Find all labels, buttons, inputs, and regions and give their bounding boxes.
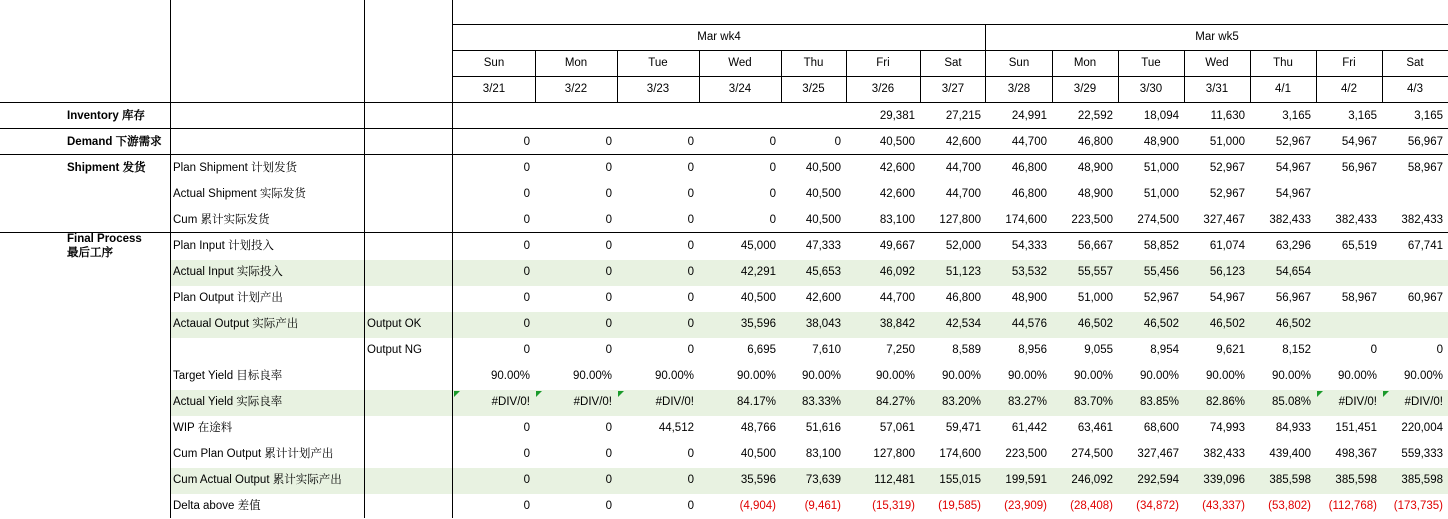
value-cell[interactable]: 127,800 (873, 448, 915, 460)
value-cell[interactable]: 29,381 (879, 110, 915, 122)
value-cell[interactable]: #DIV/0! (573, 396, 612, 408)
value-cell[interactable]: 382,433 (1401, 214, 1443, 226)
date-header: 4/2 (1341, 83, 1357, 95)
value-cell[interactable]: 54,654 (1275, 266, 1311, 278)
value-cell[interactable]: 46,800 (1011, 188, 1047, 200)
value-cell[interactable]: 0 (834, 136, 841, 148)
day-header: Fri (876, 57, 890, 69)
value-cell[interactable]: 58,967 (1407, 162, 1443, 174)
day-header: Thu (803, 57, 824, 69)
value-cell[interactable]: 46,800 (945, 292, 981, 304)
row-label: Plan Output 计划产出 (173, 292, 283, 304)
value-cell[interactable]: 48,900 (1143, 136, 1179, 148)
value-cell[interactable]: 83.20% (941, 396, 981, 408)
value-cell[interactable]: 42,600 (945, 136, 981, 148)
value-cell[interactable]: 45,000 (740, 240, 776, 252)
value-cell[interactable]: 0 (523, 240, 530, 252)
day-header: Sun (483, 57, 505, 69)
value-cell[interactable]: 63,461 (1077, 422, 1113, 434)
value-cell[interactable]: 90.00% (801, 370, 841, 382)
value-cell[interactable]: 82.86% (1205, 396, 1245, 408)
row-label: Plan Input 计划投入 (173, 240, 274, 252)
value-cell[interactable]: 439,400 (1269, 448, 1311, 460)
value-cell[interactable]: #DIV/0! (1338, 396, 1377, 408)
day-header: Tue (648, 57, 668, 69)
value-cell[interactable]: 0 (523, 162, 530, 174)
error-indicator-icon (454, 391, 460, 397)
value-cell[interactable]: 54,967 (1275, 162, 1311, 174)
value-cell[interactable]: 67,741 (1407, 240, 1443, 252)
value-cell[interactable]: 0 (523, 214, 530, 226)
date-header: 3/27 (941, 83, 965, 95)
value-cell[interactable]: (53,802) (1268, 500, 1311, 512)
value-cell[interactable]: 35,596 (740, 318, 776, 330)
value-cell[interactable]: 49,667 (879, 240, 915, 252)
row-label: Cum Actual Output 累计实际产出 (173, 474, 342, 486)
value-cell[interactable]: 0 (687, 188, 694, 200)
value-cell[interactable]: 83.70% (1073, 396, 1113, 408)
value-cell[interactable]: 127,800 (939, 214, 981, 226)
week-header: Mar wk4 (697, 31, 741, 43)
value-cell[interactable]: 46,502 (1077, 318, 1113, 330)
value-cell[interactable]: 327,467 (1203, 214, 1245, 226)
value-cell[interactable]: 85.08% (1271, 396, 1311, 408)
value-cell[interactable]: 54,967 (1341, 136, 1377, 148)
value-cell[interactable]: (28,408) (1070, 500, 1113, 512)
date-header: 3/21 (482, 83, 506, 95)
value-cell[interactable]: 56,967 (1341, 162, 1377, 174)
value-cell[interactable]: (19,585) (938, 500, 981, 512)
value-cell[interactable]: 73,639 (805, 474, 841, 486)
value-cell[interactable]: 42,600 (879, 162, 915, 174)
day-header: Fri (1342, 57, 1356, 69)
value-cell[interactable]: 52,967 (1209, 188, 1245, 200)
value-cell[interactable]: 51,000 (1209, 136, 1245, 148)
value-cell[interactable]: 51,000 (1143, 188, 1179, 200)
value-cell[interactable]: 46,800 (1077, 136, 1113, 148)
value-cell[interactable]: 46,502 (1275, 318, 1311, 330)
value-cell[interactable]: 90.00% (941, 370, 981, 382)
value-cell[interactable]: 48,900 (1077, 188, 1113, 200)
value-cell[interactable]: 8,954 (1150, 344, 1179, 356)
value-cell[interactable]: 90.00% (1337, 370, 1377, 382)
value-cell[interactable]: 8,956 (1018, 344, 1047, 356)
value-cell[interactable]: 9,621 (1216, 344, 1245, 356)
value-cell[interactable]: 44,512 (658, 422, 694, 434)
value-cell[interactable]: #DIV/0! (1404, 396, 1443, 408)
value-cell[interactable]: 54,333 (1011, 240, 1047, 252)
value-cell[interactable]: 58,967 (1341, 292, 1377, 304)
date-header: 3/26 (871, 83, 895, 95)
value-cell[interactable]: 56,123 (1209, 266, 1245, 278)
value-cell[interactable]: 51,123 (945, 266, 981, 278)
value-cell[interactable]: (15,319) (872, 500, 915, 512)
value-cell[interactable]: 223,500 (1071, 214, 1113, 226)
value-cell[interactable]: 90.00% (1205, 370, 1245, 382)
value-cell[interactable]: 83,100 (879, 214, 915, 226)
value-cell[interactable]: 63,296 (1275, 240, 1311, 252)
value-cell[interactable]: 0 (687, 136, 694, 148)
value-cell[interactable]: 0 (523, 474, 530, 486)
value-cell[interactable]: 382,433 (1203, 448, 1245, 460)
value-cell[interactable]: 0 (687, 344, 694, 356)
date-header: 4/3 (1407, 83, 1423, 95)
value-cell[interactable]: 52,967 (1275, 136, 1311, 148)
value-cell[interactable]: 0 (1370, 344, 1377, 356)
value-cell[interactable]: 40,500 (805, 188, 841, 200)
value-cell[interactable]: 0 (605, 422, 612, 434)
value-cell[interactable]: 0 (523, 266, 530, 278)
value-cell[interactable]: 0 (605, 136, 612, 148)
row-label: Actual Yield 实际良率 (173, 396, 283, 408)
value-cell[interactable]: 327,467 (1137, 448, 1179, 460)
value-cell[interactable]: 382,433 (1335, 214, 1377, 226)
value-cell[interactable]: 40,500 (740, 448, 776, 460)
value-cell[interactable]: 44,700 (945, 162, 981, 174)
value-cell[interactable]: 6,695 (747, 344, 776, 356)
row-label: Actual Shipment 实际发货 (173, 188, 306, 200)
date-header: 3/31 (1205, 83, 1229, 95)
value-cell[interactable]: 51,000 (1143, 162, 1179, 174)
section-label: 最后工序 (67, 247, 113, 259)
value-cell[interactable]: 0 (605, 318, 612, 330)
value-cell[interactable]: 0 (605, 474, 612, 486)
value-cell[interactable]: 9,055 (1084, 344, 1113, 356)
value-cell[interactable]: 0 (605, 240, 612, 252)
row-label: Delta above 差值 (173, 500, 261, 512)
value-cell[interactable]: 42,600 (879, 188, 915, 200)
value-cell[interactable]: 385,598 (1401, 474, 1443, 486)
value-cell[interactable]: 90.00% (572, 370, 612, 382)
value-cell[interactable]: (112,768) (1328, 500, 1377, 512)
date-header: 3/28 (1007, 83, 1031, 95)
value-cell[interactable]: 246,092 (1071, 474, 1113, 486)
value-cell[interactable]: 22,592 (1077, 110, 1113, 122)
value-cell[interactable]: 0 (605, 500, 612, 512)
row-label: Cum 累计实际发货 (173, 214, 270, 226)
section-label: Demand 下游需求 (67, 136, 162, 148)
value-cell[interactable]: 0 (687, 448, 694, 460)
date-header: 3/30 (1139, 83, 1163, 95)
error-indicator-icon (1317, 391, 1323, 397)
value-cell[interactable]: 24,991 (1011, 110, 1047, 122)
row-label: Plan Shipment 计划发货 (173, 162, 297, 174)
value-cell[interactable]: 0 (687, 500, 694, 512)
value-cell[interactable]: 52,967 (1143, 292, 1179, 304)
value-cell[interactable]: 385,598 (1335, 474, 1377, 486)
week-header: Mar wk5 (1195, 31, 1239, 43)
value-cell[interactable]: 44,576 (1011, 318, 1047, 330)
row-label: Actaual Output 实际产出 (173, 318, 299, 330)
value-cell[interactable]: 0 (687, 162, 694, 174)
error-indicator-icon (536, 391, 542, 397)
value-cell[interactable]: 61,442 (1011, 422, 1047, 434)
value-cell[interactable]: 53,532 (1011, 266, 1047, 278)
value-cell[interactable]: 84.27% (875, 396, 915, 408)
value-cell[interactable]: 0 (523, 292, 530, 304)
value-cell[interactable]: 61,074 (1209, 240, 1245, 252)
value-cell[interactable]: 90.00% (1073, 370, 1113, 382)
value-cell[interactable]: 68,600 (1143, 422, 1179, 434)
value-cell[interactable]: 51,000 (1077, 292, 1113, 304)
value-cell[interactable]: 47,333 (805, 240, 841, 252)
value-cell[interactable]: 42,600 (805, 292, 841, 304)
value-cell[interactable]: 90.00% (875, 370, 915, 382)
value-cell[interactable]: 0 (605, 266, 612, 278)
value-cell[interactable]: 46,502 (1143, 318, 1179, 330)
value-cell[interactable]: 0 (687, 318, 694, 330)
value-cell[interactable]: 0 (769, 136, 776, 148)
value-cell[interactable]: 83.27% (1007, 396, 1047, 408)
value-cell[interactable]: 48,766 (740, 422, 776, 434)
value-cell[interactable]: 0 (523, 344, 530, 356)
value-cell[interactable]: 8,589 (952, 344, 981, 356)
value-cell[interactable]: 90.00% (1007, 370, 1047, 382)
value-cell[interactable]: (9,461) (804, 500, 841, 512)
value-cell[interactable]: 57,061 (879, 422, 915, 434)
day-header: Thu (1273, 57, 1293, 69)
value-cell[interactable]: 0 (605, 344, 612, 356)
value-cell[interactable]: 44,700 (879, 292, 915, 304)
value-cell[interactable]: 60,967 (1407, 292, 1443, 304)
value-cell[interactable]: 42,534 (945, 318, 981, 330)
value-cell[interactable]: 0 (687, 240, 694, 252)
value-cell[interactable]: 0 (687, 214, 694, 226)
value-cell[interactable]: #DIV/0! (655, 396, 694, 408)
value-cell[interactable]: 0 (605, 214, 612, 226)
value-cell[interactable]: 339,096 (1203, 474, 1245, 486)
value-cell[interactable]: 0 (523, 188, 530, 200)
value-cell[interactable]: 0 (687, 292, 694, 304)
day-header: Mon (1073, 57, 1097, 69)
value-cell[interactable]: 3,165 (1282, 110, 1311, 122)
value-cell[interactable]: 54,967 (1275, 188, 1311, 200)
value-cell[interactable]: 48,900 (1011, 292, 1047, 304)
value-cell[interactable]: 0 (523, 500, 530, 512)
day-header: Mon (564, 57, 588, 69)
value-cell[interactable]: 83,100 (805, 448, 841, 460)
value-cell[interactable]: 11,630 (1210, 110, 1245, 122)
day-header: Wed (728, 57, 752, 69)
value-cell[interactable]: (4,904) (739, 500, 776, 512)
value-cell[interactable]: 58,852 (1143, 240, 1179, 252)
value-cell[interactable]: 559,333 (1401, 448, 1443, 460)
value-cell[interactable]: 90.00% (736, 370, 776, 382)
value-cell[interactable]: 0 (523, 136, 530, 148)
error-indicator-icon (1383, 391, 1389, 397)
value-cell[interactable]: 223,500 (1005, 448, 1047, 460)
row-label: Cum Plan Output 累计计划产出 (173, 448, 334, 460)
value-cell[interactable]: 0 (769, 188, 776, 200)
value-cell[interactable]: 40,500 (879, 136, 915, 148)
section-label: Shipment 发货 (67, 162, 146, 174)
value-cell[interactable]: 84.17% (736, 396, 776, 408)
value-cell[interactable]: 54,967 (1209, 292, 1245, 304)
sub-label: Output NG (367, 344, 422, 356)
value-cell[interactable]: 382,433 (1269, 214, 1311, 226)
value-cell[interactable]: 83.85% (1139, 396, 1179, 408)
value-cell[interactable]: 40,500 (740, 292, 776, 304)
value-cell[interactable]: 0 (769, 162, 776, 174)
sub-label: Output OK (367, 318, 422, 330)
value-cell[interactable]: 0 (687, 266, 694, 278)
value-cell[interactable]: 27,215 (945, 110, 981, 122)
value-cell[interactable]: 199,591 (1005, 474, 1047, 486)
day-header: Sat (944, 57, 962, 69)
row-label: Actual Input 实际投入 (173, 266, 283, 278)
day-header: Wed (1205, 57, 1229, 69)
value-cell[interactable]: 48,900 (1077, 162, 1113, 174)
row-label: Target Yield 目标良率 (173, 370, 283, 382)
value-cell[interactable]: 7,610 (812, 344, 841, 356)
date-header: 3/25 (802, 83, 825, 95)
value-cell[interactable]: 84,933 (1275, 422, 1311, 434)
value-cell[interactable]: 292,594 (1137, 474, 1179, 486)
value-cell[interactable]: 90.00% (1139, 370, 1179, 382)
value-cell[interactable]: 59,471 (945, 422, 981, 434)
value-cell[interactable]: (43,337) (1202, 500, 1245, 512)
value-cell[interactable]: 274,500 (1137, 214, 1179, 226)
value-cell[interactable]: 44,700 (1011, 136, 1047, 148)
value-cell[interactable]: 0 (605, 162, 612, 174)
value-cell[interactable]: 90.00% (490, 370, 530, 382)
value-cell[interactable]: 83.33% (801, 396, 841, 408)
value-cell[interactable]: 0 (523, 422, 530, 434)
value-cell[interactable]: #DIV/0! (491, 396, 530, 408)
value-cell[interactable]: 3,165 (1414, 110, 1443, 122)
value-cell[interactable]: 55,557 (1077, 266, 1113, 278)
value-cell[interactable]: (173,735) (1393, 500, 1443, 512)
value-cell[interactable]: 40,500 (805, 214, 841, 226)
value-cell[interactable]: 112,481 (874, 474, 915, 486)
value-cell[interactable]: 0 (605, 188, 612, 200)
value-cell[interactable]: 151,451 (1335, 422, 1377, 434)
value-cell[interactable]: 44,700 (945, 188, 981, 200)
value-cell[interactable]: 56,967 (1275, 292, 1311, 304)
date-header: 3/23 (646, 83, 670, 95)
value-cell[interactable]: 52,000 (945, 240, 981, 252)
value-cell[interactable]: 65,519 (1341, 240, 1377, 252)
error-indicator-icon (618, 391, 624, 397)
value-cell[interactable]: 56,967 (1407, 136, 1443, 148)
value-cell[interactable]: 38,842 (879, 318, 915, 330)
row-label: WIP 在途料 (173, 422, 233, 434)
value-cell[interactable]: 51,616 (805, 422, 841, 434)
value-cell[interactable]: (34,872) (1136, 500, 1179, 512)
day-header: Sat (1406, 57, 1424, 69)
value-cell[interactable]: 38,043 (805, 318, 841, 330)
value-cell[interactable]: 0 (1436, 344, 1443, 356)
section-label: Final Process (67, 233, 142, 245)
date-header: 3/24 (728, 83, 752, 95)
value-cell[interactable]: 0 (523, 318, 530, 330)
value-cell[interactable]: 0 (769, 214, 776, 226)
date-header: 3/29 (1073, 83, 1097, 95)
day-header: Tue (1141, 57, 1161, 69)
value-cell[interactable]: 18,094 (1143, 110, 1179, 122)
section-label: Inventory 库存 (67, 110, 145, 122)
value-cell[interactable]: 90.00% (654, 370, 694, 382)
value-cell[interactable]: 90.00% (1403, 370, 1443, 382)
value-cell[interactable]: 52,967 (1209, 162, 1245, 174)
value-cell[interactable]: 45,653 (805, 266, 841, 278)
value-cell[interactable]: 46,092 (879, 266, 915, 278)
value-cell[interactable]: 0 (523, 448, 530, 460)
value-cell[interactable]: 40,500 (805, 162, 841, 174)
value-cell[interactable]: 385,598 (1269, 474, 1311, 486)
value-cell[interactable]: 46,800 (1011, 162, 1047, 174)
value-cell[interactable]: 42,291 (740, 266, 776, 278)
value-cell[interactable]: 8,152 (1282, 344, 1311, 356)
date-header: 4/1 (1275, 83, 1291, 95)
value-cell[interactable]: 35,596 (740, 474, 776, 486)
value-cell[interactable]: 46,502 (1209, 318, 1245, 330)
value-cell[interactable]: 7,250 (886, 344, 915, 356)
value-cell[interactable]: 0 (687, 474, 694, 486)
value-cell[interactable]: 174,600 (939, 448, 981, 460)
value-cell[interactable]: 56,667 (1077, 240, 1113, 252)
value-cell[interactable]: 0 (605, 448, 612, 460)
value-cell[interactable]: 174,600 (1005, 214, 1047, 226)
value-cell[interactable]: 0 (605, 292, 612, 304)
value-cell[interactable]: 3,165 (1348, 110, 1377, 122)
value-cell[interactable]: 220,004 (1401, 422, 1443, 434)
value-cell[interactable]: 274,500 (1071, 448, 1113, 460)
value-cell[interactable]: 74,993 (1209, 422, 1245, 434)
date-header: 3/22 (564, 83, 588, 95)
value-cell[interactable]: 55,456 (1143, 266, 1179, 278)
value-cell[interactable]: 155,015 (939, 474, 981, 486)
day-header: Sun (1008, 57, 1030, 69)
value-cell[interactable]: 498,367 (1335, 448, 1377, 460)
value-cell[interactable]: 90.00% (1271, 370, 1311, 382)
value-cell[interactable]: (23,909) (1004, 500, 1047, 512)
